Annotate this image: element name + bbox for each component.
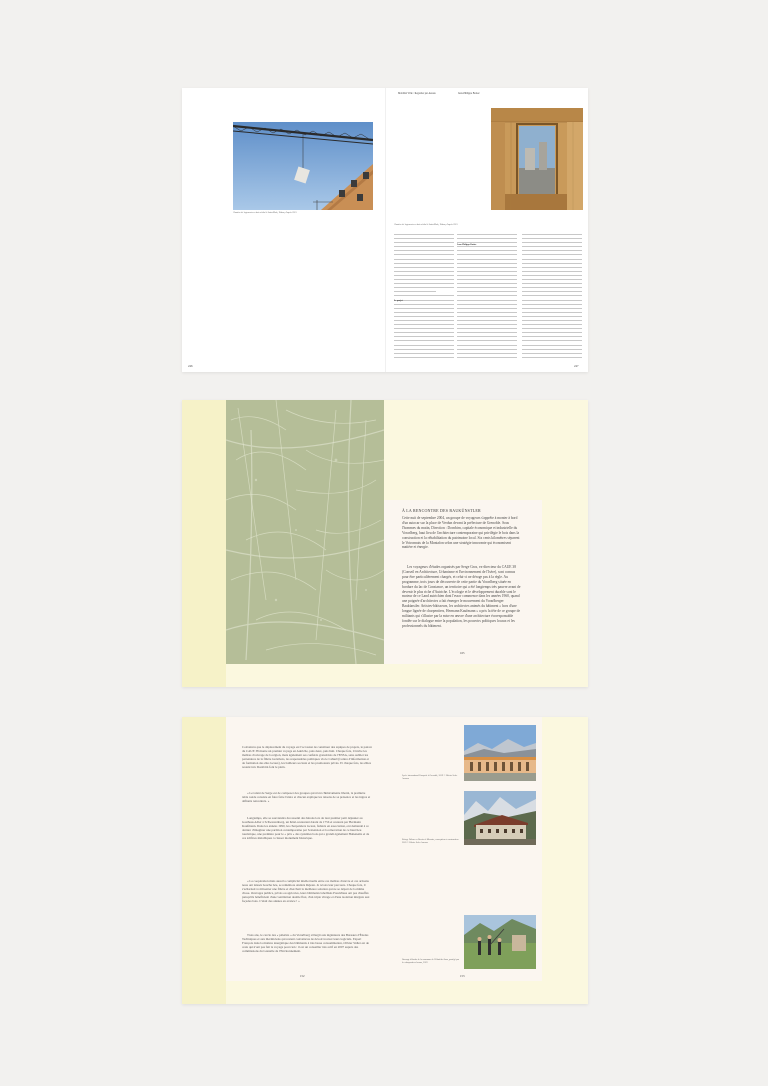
photo-caption-left: Chantier de logements en bois réalisé à Saint-Malo, Hakan, d'après 2021 bbox=[233, 212, 297, 214]
subhead-1: Le projet bbox=[394, 300, 403, 302]
folio-right: 247 bbox=[574, 364, 579, 368]
chapter-heading: À LA RENCONTRE DES BAUKÜNSTLER bbox=[402, 508, 481, 513]
photo-caption-3: Ouvrage d'études de la commune de Villard-de-Lans, protégé par les charpentiers locaux, 2019 bbox=[402, 959, 460, 964]
crane-construction-photo bbox=[233, 122, 373, 210]
running-head-right: Jean-Philippe Bottez bbox=[458, 92, 480, 95]
folio-left: 246 bbox=[188, 364, 193, 368]
paragraph-1: Convaincu que le déplacement du voyage est l'occasion de constituer des équipes de projets, le patron du CAUE 38 monte un premier voyage en Autriche, puis deux, puis huit. Chaque fois, il invite les maîtres d'ouvrage de la région, mais également ses conférés grenoblois de l'ENSA, sans oublier les partenaires de la filière Grésibois, les responsables politiques via le Cahuël (Centre d'information et de formation des élus locaux), les bailleurs sociaux et les promoteurs privés. Et chaque fois, les élites restent très Dornbirn font le plein. bbox=[242, 745, 372, 770]
paragraph-2: Les voyageurs d'études organisés par Serge Gros, ex-directeur du CAUE 38 (Conseil en Architecture, Urbanisme et Environnement de l'Isère), sont connus pour être particulièrement chargés, et celui-ci ne déroge pas à la règle. Au programme, trois jours de découverte de cette partie du Vorarlberg située en bordure du lac de Constance, un territoire qui a été longtemps très pauvre avant de devenir le plus riche d'Autriche. L'écologie et le développement durable sont le moteur de ce Land autrichien dont l'essor commence dans les années 1960, quand une poignée d'architectes a fait émerger le mouvement du Vorarlberger Baukünstler. Artistes-bâtisseurs, les architectes animés du bâtiment « hors d'une longue lignée de charpentiers, Hermann Kaufmann » a pris la tête de ce groupe de militants qui s'illustre par la mise en œuvre d'une architecture écoresponsable fondée sur le dialogue entre la population, les pouvoirs politiques locaux et les professionnels du bâtiment. bbox=[402, 565, 521, 628]
photo-caption-1: Lycée international Europole à Grenoble, 2019 © Olivier Soler Amoros bbox=[402, 775, 458, 780]
cream-left-margin bbox=[182, 400, 226, 687]
folio-right: 165 bbox=[460, 651, 465, 655]
school-building-photo bbox=[464, 725, 536, 781]
paragraph-4: « La coopération mais aussi la complicité intellectuelle entre ces maîtres d'œuvre et ces artisans nous ont laissés bouche bée, se remémore Andréa Réjean. Je revois leur parcours. Chaque fois, il s'acharnait à réinventer une filière et cherchait la meilleure solution qui ne se départ de la même chose. Ouvrages publics, privés ou agricoles, leurs bâtiments labellisés Passivhaus ont pas chauffés puisqu'ils bénéficient d'une ventilation double flux, d'un triple vitrage et d'une isolation intégrée aux façades bois. C'était des années en avance ! » bbox=[242, 879, 370, 904]
cream-left-margin bbox=[182, 717, 226, 1004]
paragraph-5: Trois ans, le cercle des « pèlerins » du Vorarlberg s'élargit aux ingénieurs des Bureaux d'Études Techniques et aux thermiciens qui restent convaincus de devoir trouver leurs logiciels. Expert François dans la matière énergétique des bâtiments à très basse consommation, Olivier Sidler est de ceux qui n'ont pas fait le voyage pour rien : il est un conseiller très actif en 2007 auprès des commissions du Grenelle de l'Environnement. bbox=[242, 933, 369, 954]
spread-one bbox=[182, 88, 588, 372]
subhead-2: Jean-Philippe Bottez bbox=[457, 244, 477, 246]
mountain-refuge-photo bbox=[464, 791, 536, 845]
body-text-column-3 bbox=[522, 234, 582, 362]
grass-texture-illustration bbox=[226, 400, 384, 664]
timber-interior-photo bbox=[491, 108, 583, 210]
body-text-column-2 bbox=[457, 234, 517, 362]
workers-field-photo bbox=[464, 915, 536, 969]
folio-right: 153 bbox=[460, 974, 465, 978]
body-text-column-1 bbox=[394, 234, 454, 362]
folio-left: 152 bbox=[300, 974, 305, 978]
photo-caption-right: Chantier de logements en bois réalisé à Saint-Malo, Hakan, d'après 2021 bbox=[394, 224, 458, 226]
spread-three bbox=[182, 717, 588, 1004]
paragraph-3: Longtemps, elle se souviendra du ressenti des hérons lors de leur premier petit déjeuner au Gasthaus Adler à Schwarzenberg, un hôtel-restaurant datant de 1756 et restauré par Hermann Kaufmann. Dans les années 1990, les charpentiers locaux, fédérés en association, ont demandé à ce dernier d'imaginer une partition contemporaine par l'extension et la rénovation de ce haut lieu touristique, une première pour le « prix » des systèmes bois qui a grandi également Hohenems et de ces édifices métalliques à classer monument historique. bbox=[242, 816, 370, 841]
spine-gutter bbox=[385, 88, 386, 372]
paragraph-1: Cette nuit de septembre 2004, un groupe de voyageurs s'apprête à monter à bord d'un autocar sur la place de Verdun devant la préfecture de Grenoble. Sous l'hommes du matin, Direction : Dornbirn, capitale économique et industrielle du Vorarlberg, haut lieu de l'architecture contemporaine qui privilégie le bois dans la construction et la réhabilitation du patrimoine local. Six cents kilomètres séparent le Voironnais de la Montafon selon une stratégie innovante qui économisent matière et énergie. bbox=[402, 516, 520, 550]
paragraph-2: « Le talent de Serge est de composer des groupes qui n'ont chimicamente liberté, la première table ronde consiste en faire faire l'entre et chacun explique les raisons de sa présence et les ingres et défiants rencontrés. » bbox=[242, 791, 371, 804]
spread-two bbox=[182, 400, 588, 687]
running-head-left: Mobilité Ville : Regarder par-dessus bbox=[398, 92, 436, 95]
photo-caption-2: Refuge Drôme en Berrien à Moussio, conception et construction 2020 © Olivier Soler Amoros bbox=[402, 839, 459, 844]
